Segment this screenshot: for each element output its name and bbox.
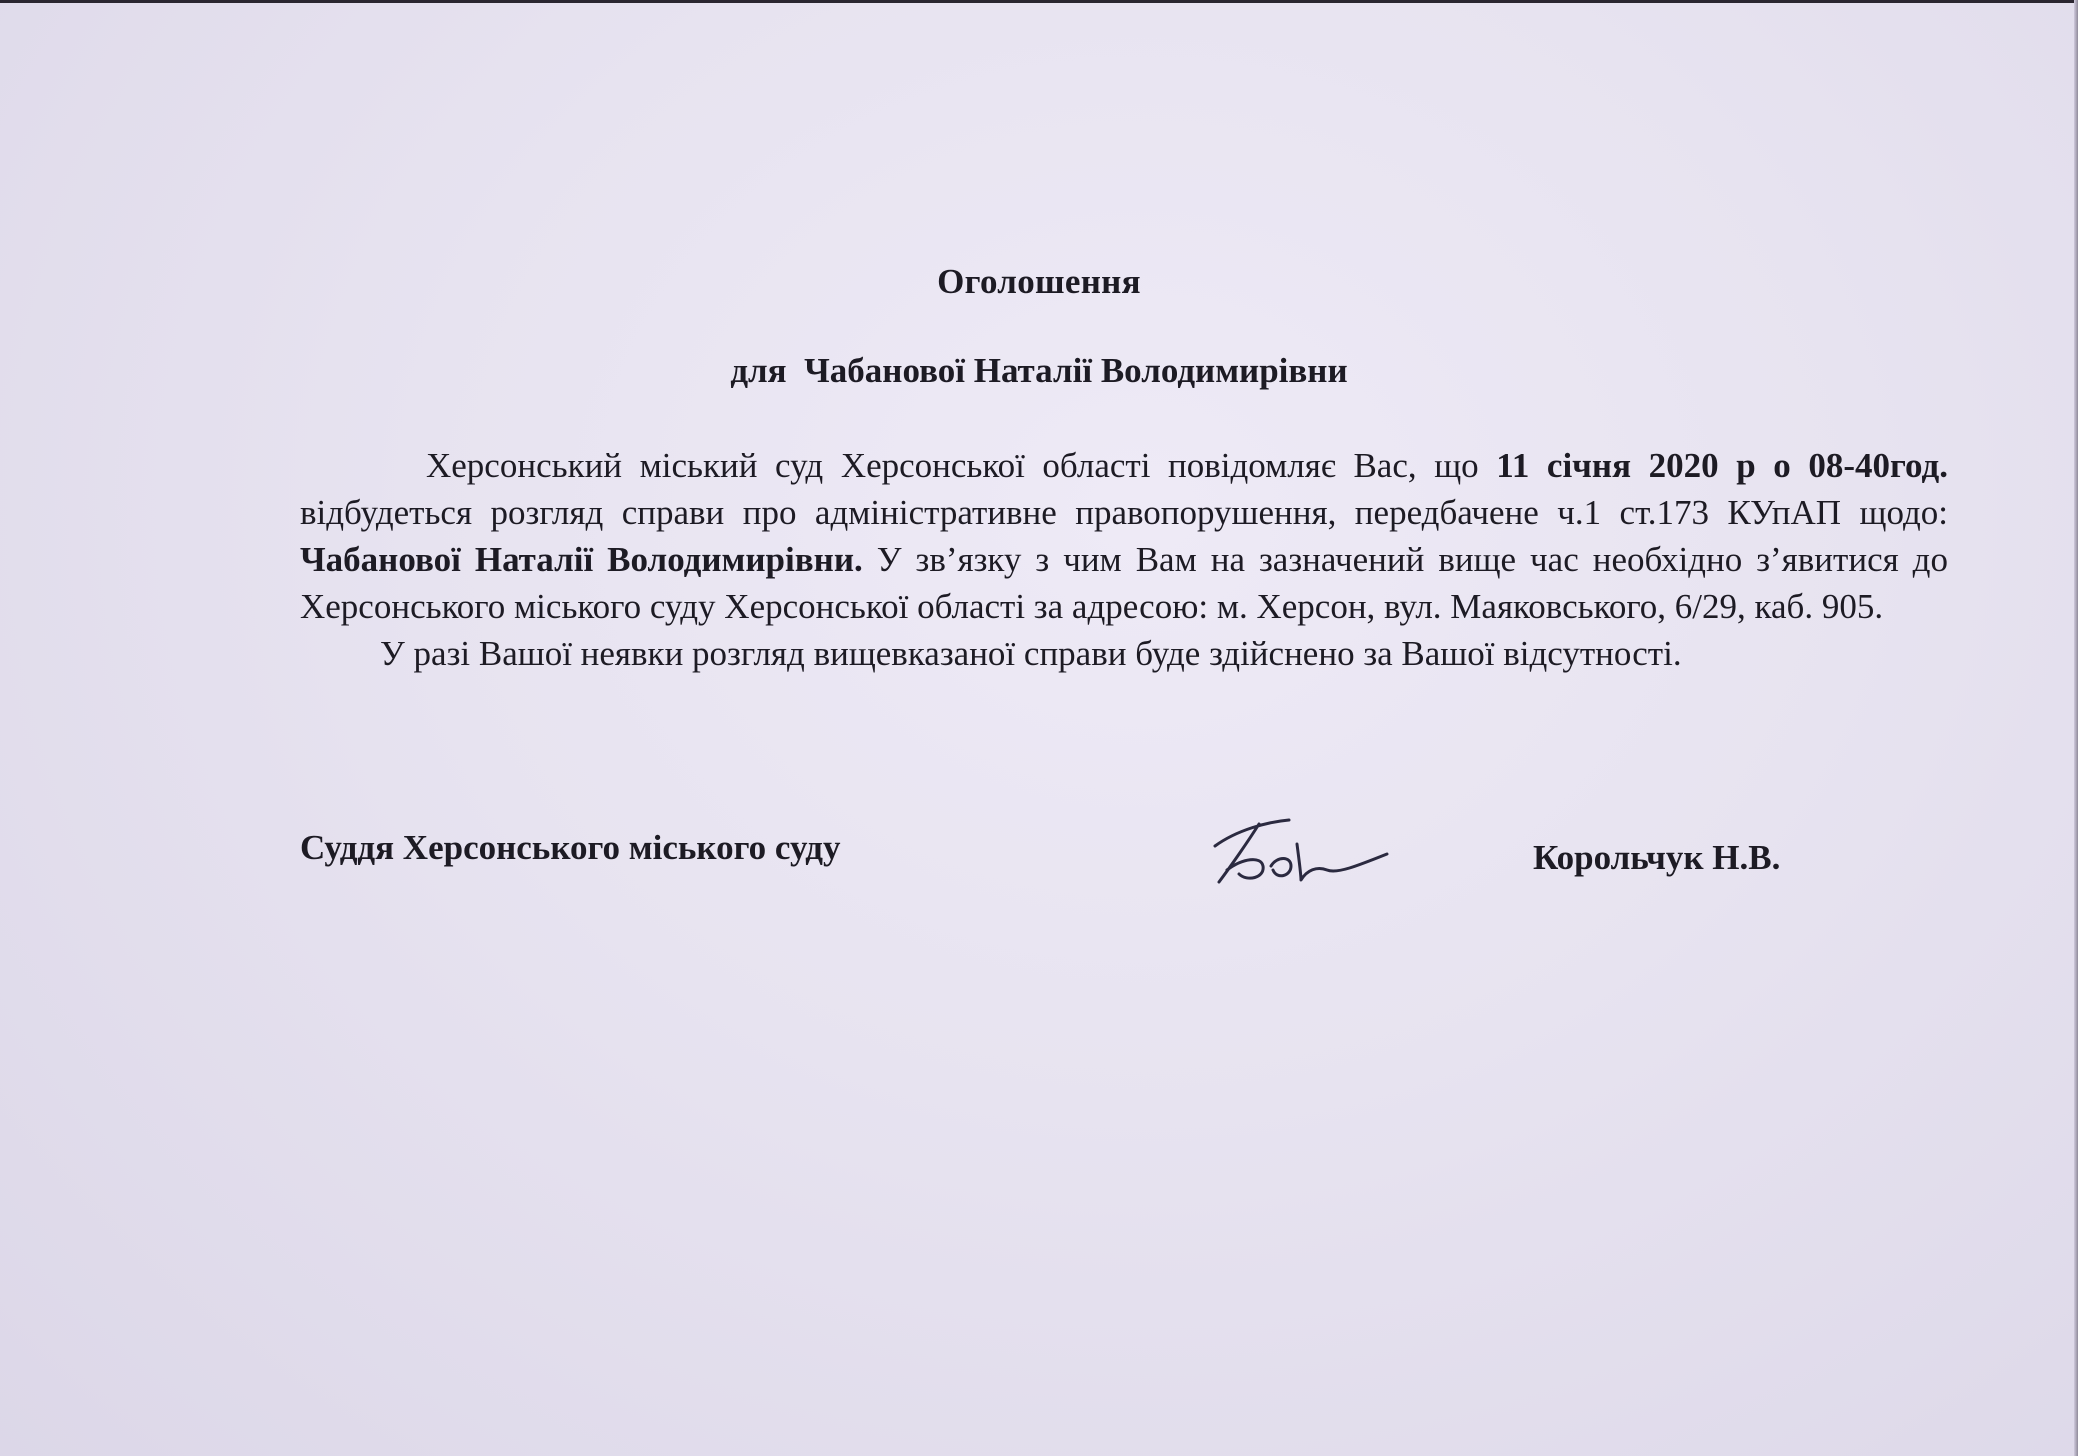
handwritten-signature: [1197, 800, 1397, 900]
document-title: Оголошення: [937, 262, 1141, 301]
person-name: Чабанової Наталії Володимирівни.: [300, 540, 863, 579]
paragraph-absence: У разі Вашої неявки розгляд вищевказаної справи буде здійснено за Вашої відсутності.: [380, 634, 1682, 673]
announcement-body: [300, 442, 1948, 677]
paragraph-main-part2: відбудеться розгляд справи про адміністративне правопорушення, передбачене ч.1 ст.173 КУпАП щодо:: [300, 493, 1948, 532]
paper-right-edge: [2074, 0, 2078, 1456]
paragraph-main: [300, 442, 1948, 630]
paragraph-main-part3: У зв’язку з чим Вам на зазначений вище час необхідно з’явитися до Херсонського міського суду Херсонської області за адресою: м. Херсон, вул. Маяковського, 6/29, каб. 905.: [300, 540, 1948, 626]
hearing-date: 11 січня 2020 р о 08-40год.: [1496, 446, 1948, 485]
judge-name: Корольчук Н.В.: [1533, 838, 1781, 877]
signature-block: [300, 828, 1948, 888]
judge-title: Суддя Херсонського міського суду: [300, 828, 841, 867]
paragraph-main-part1: Херсонський міський суд Херсонської області повідомляє Вас, що: [426, 446, 1497, 485]
paper-top-edge: [0, 0, 2078, 3]
document-subtitle: для Чабанової Наталії Володимирівни: [730, 351, 1348, 390]
